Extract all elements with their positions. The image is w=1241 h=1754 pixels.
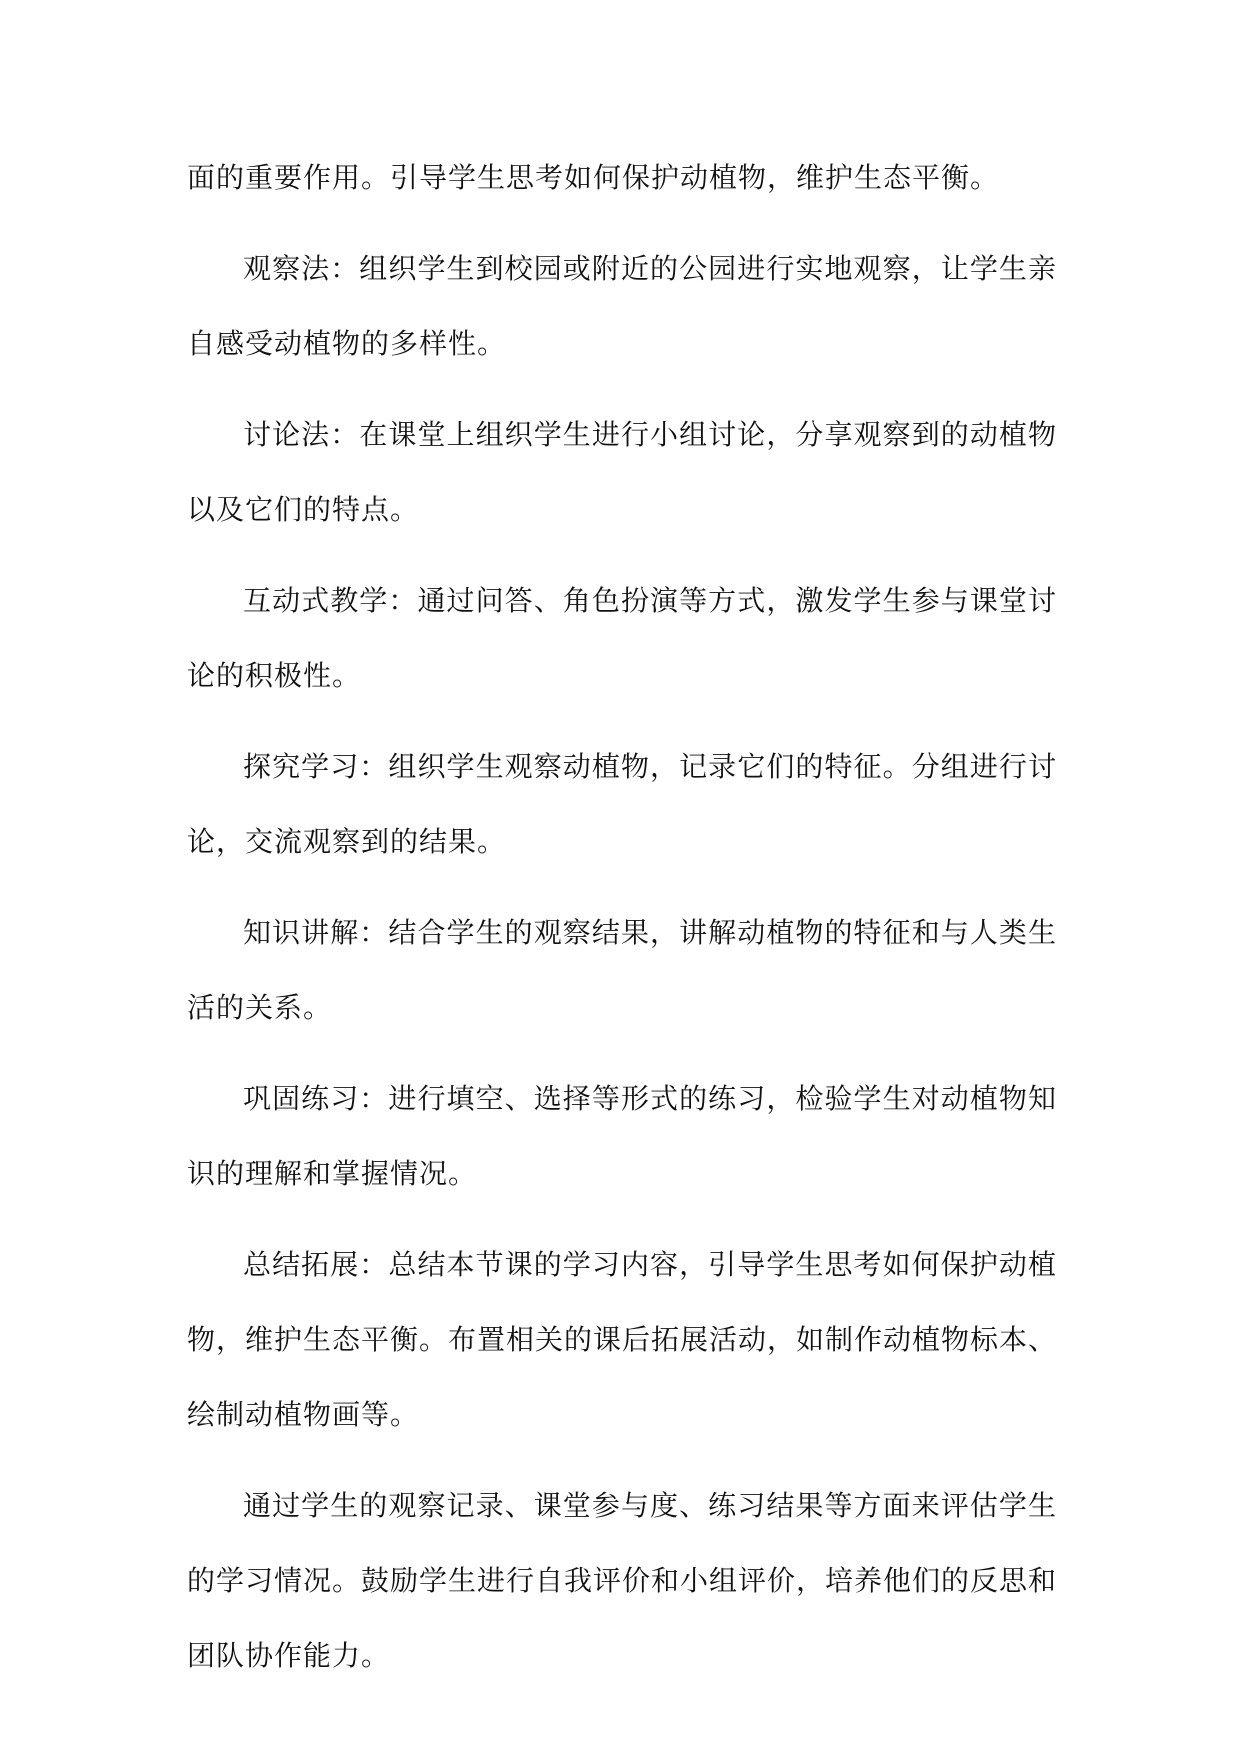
paragraph-knowledge-explanation: 知识讲解：结合学生的观察结果，讲解动植物的特征和与人类生活的关系。 [187,916,1057,1024]
paragraph-continuation: 面的重要作用。引导学生思考如何保护动植物，维护生态平衡。 [187,161,1000,194]
paragraph-assessment: 通过学生的观察记录、课堂参与度、练习结果等方面来评估学生的学习情况。鼓励学生进行自我评价和小组评价，培养他们的反思和团队协作能力。 [187,1489,1058,1672]
paragraph-observation-method: 观察法：组织学生到校园或附近的公园进行实地观察，让学生亲自感受动植物的多样性。 [187,252,1057,360]
document-body [187,140,1057,1709]
paragraph-interactive-teaching: 互动式教学：通过问答、角色扮演等方式，激发学生参与课堂讨论的积极性。 [187,584,1057,692]
paragraph-discussion-method: 讨论法：在课堂上组织学生进行小组讨论，分享观察到的动植物以及它们的特点。 [187,418,1057,526]
paragraph-summary-extension: 总结拓展：总结本节课的学习内容，引导学生思考如何保护动植物，维护生态平衡。布置相关的课后拓展活动，如制作动植物标本、绘制动植物画等。 [187,1248,1058,1431]
paragraph-inquiry-learning: 探究学习：组织学生观察动植物，记录它们的特征。分组进行讨论，交流观察到的结果。 [187,750,1057,858]
paragraph-consolidation-practice: 巩固练习：进行填空、选择等形式的练习，检验学生对动植物知识的理解和掌握情况。 [187,1082,1057,1190]
